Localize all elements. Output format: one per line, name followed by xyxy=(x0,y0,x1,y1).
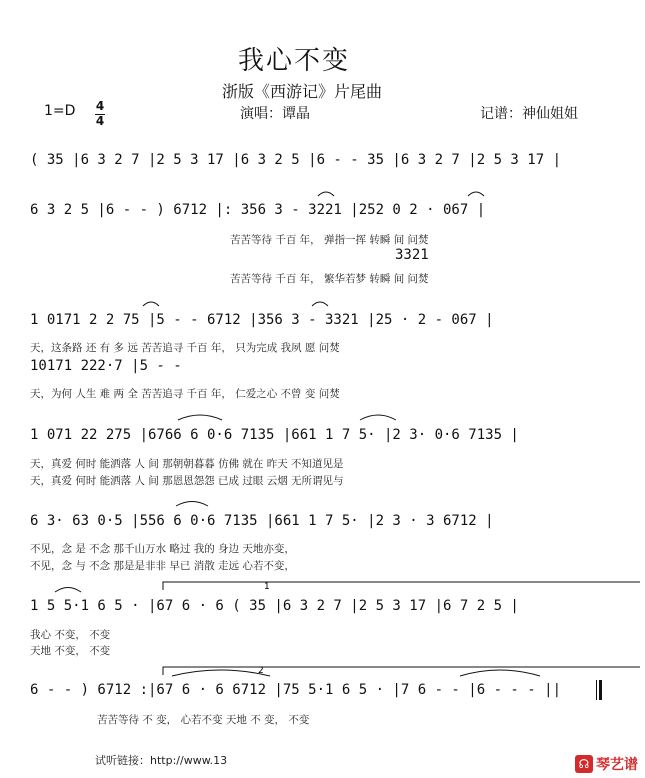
time-signature-bottom: 4 xyxy=(95,114,105,128)
slur xyxy=(468,192,484,196)
lyric-line-6b: 不见，念 与 不念 那是是非非 早已 消散 走远 心若不变， xyxy=(30,560,295,572)
slur xyxy=(460,670,540,676)
lyric-line-7b: 天地 不变， 不变 xyxy=(30,645,111,657)
volta-bracket-1 xyxy=(163,582,640,590)
score-line-4: 10171 222·7 |5 - - xyxy=(30,358,182,374)
song-subtitle: 浙版《西游记》片尾曲 xyxy=(222,82,383,101)
volta-number-2: 2 xyxy=(258,666,264,676)
volta-number-1: 1 xyxy=(264,582,270,592)
alt-notes-2: 3321 xyxy=(395,247,429,263)
lyric-line-5b: 天，真爱 何时 能洒落 人 间 那恩恩怨怨 已成 过眼 云烟 无所谓见与 xyxy=(30,475,344,487)
lyric-line-2b: 苦苦等待 千百 年， 繁华若梦 转瞬 间 问焚 xyxy=(230,273,429,285)
time-signature-top: 4 xyxy=(95,99,105,113)
slur xyxy=(172,670,270,676)
singer-credit: 演唱：谭晶 xyxy=(240,106,310,122)
volta-bracket-2 xyxy=(163,667,640,675)
barline-thin xyxy=(596,680,597,700)
lyric-line-5a: 天，真爱 何时 能洒落 人 间 那朝朝暮暮 仿佛 就在 昨天 不知道见是 xyxy=(30,458,344,470)
score-line-1: ( 35 |6 3 2 7 |2 5 3 17 |6 3 2 5 |6 - - 35 |6 3 2 7 |2 5 3 17 | xyxy=(30,152,562,168)
lyric-line-3: 天，这条路 还 有 多 远 苦苦追寻 千百 年， 只为完成 我夙 愿 问焚 xyxy=(30,342,340,354)
lyric-line-8: 苦苦等待 不 变， 心若不变 天地 不 变， 不变 xyxy=(97,714,310,726)
slur xyxy=(55,588,81,593)
slur xyxy=(312,302,328,306)
slur xyxy=(178,415,222,420)
logo-text: 琴艺谱 xyxy=(596,757,638,773)
score-line-2: 6 3 2 5 |6 - - ) 6712 |: 356 3 - 3221 |252 0 2 · 067 | xyxy=(30,202,486,218)
logo-icon: ☊ xyxy=(575,755,593,773)
score-line-5: 1 071 22 275 |6766 6 0·6 7135 |661 1 7 5· |2 3· 0·6 7135 | xyxy=(30,427,519,443)
slur xyxy=(318,192,334,196)
lyric-line-7a: 我心 不变， 不变 xyxy=(30,629,111,641)
score-line-3: 1 0171 2 2 75 |5 - - 6712 |356 3 - 3321 |25 · 2 - 067 | xyxy=(30,312,494,328)
slur xyxy=(176,502,208,507)
lyric-line-6a: 不见，念 是 不念 那千山万水 略过 我的 身边 天地亦变， xyxy=(30,543,295,555)
score-line-6: 6 3· 63 0·5 |556 6 0·6 7135 |661 1 7 5· |2 3 · 3 6712 | xyxy=(30,513,494,529)
barline-thick xyxy=(599,680,602,700)
score-line-7: 1 5 5·1 6 5 · |67 6 · 6 ( 35 |6 3 2 7 |2 5 3 17 |6 7 2 5 | xyxy=(30,598,519,614)
score-line-8: 6 - - ) 6712 :|67 6 · 6 6712 |75 5·1 6 5 · |7 6 - - |6 - - - || xyxy=(30,682,562,698)
slur xyxy=(143,302,159,306)
slur xyxy=(360,415,396,420)
transcriber-credit: 记谱：神仙姐姐 xyxy=(480,106,578,122)
lyric-line-2a: 苦苦等待 千百 年， 弹指一挥 转瞬 间 问焚 xyxy=(230,234,429,246)
lyric-line-4: 天，为何 人生 难 两 全 苦苦追寻 千百 年， 仁爱之心 不曾 变 问焚 xyxy=(30,388,340,400)
key-signature: 1=D xyxy=(44,103,76,119)
song-title: 我心不变 xyxy=(238,46,351,76)
site-logo xyxy=(575,754,638,774)
listen-link[interactable]: 试听链接：http://www.13 xyxy=(95,754,228,767)
